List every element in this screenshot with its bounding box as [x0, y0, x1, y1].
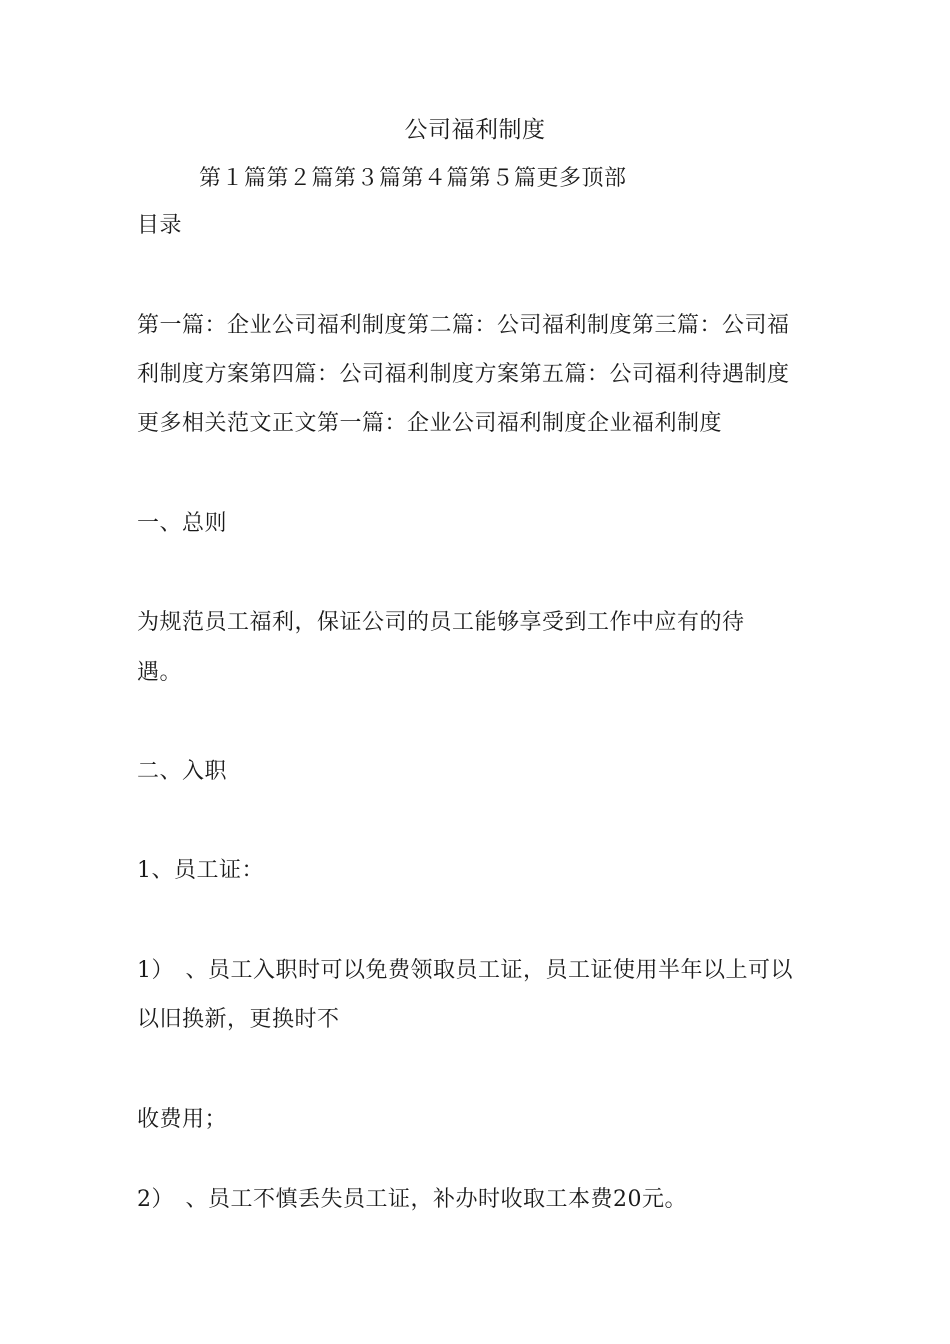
toc-line: 更多相关范文正文第一篇：企业公司福利制度企业福利制度 [137, 411, 723, 436]
sub-item-line: 2） 、员工不慎丢失员工证，补办时收取工本费20元。 [137, 1187, 687, 1212]
toc-line: 利制度方案第四篇：公司福利制度方案第五篇：公司福利待遇制度 [137, 362, 790, 387]
sub-item-line: 1） 、员工入职时可以免费领取员工证，员工证使用半年以上可以 [137, 958, 793, 983]
chapter-navigation[interactable]: 第１篇第２篇第３篇第４篇第５篇更多顶部 [199, 166, 627, 191]
paragraph-line: 为规范员工福利，保证公司的员工能够享受到工作中应有的待 [137, 610, 745, 635]
section-heading-onboarding: 二、入职 [137, 759, 228, 784]
toc-heading: 目录 [137, 213, 183, 238]
item-heading-employee-card: 1、员工证： [137, 858, 264, 883]
toc-line: 第一篇：企业公司福利制度第二篇：公司福利制度第三篇：公司福 [137, 313, 790, 338]
sub-item-line: 收费用； [137, 1107, 228, 1132]
sub-item-line: 以旧换新，更换时不 [137, 1007, 340, 1032]
document-title: 公司福利制度 [404, 117, 546, 143]
paragraph-line: 遇。 [137, 660, 183, 685]
section-heading-general: 一、总则 [137, 511, 228, 536]
